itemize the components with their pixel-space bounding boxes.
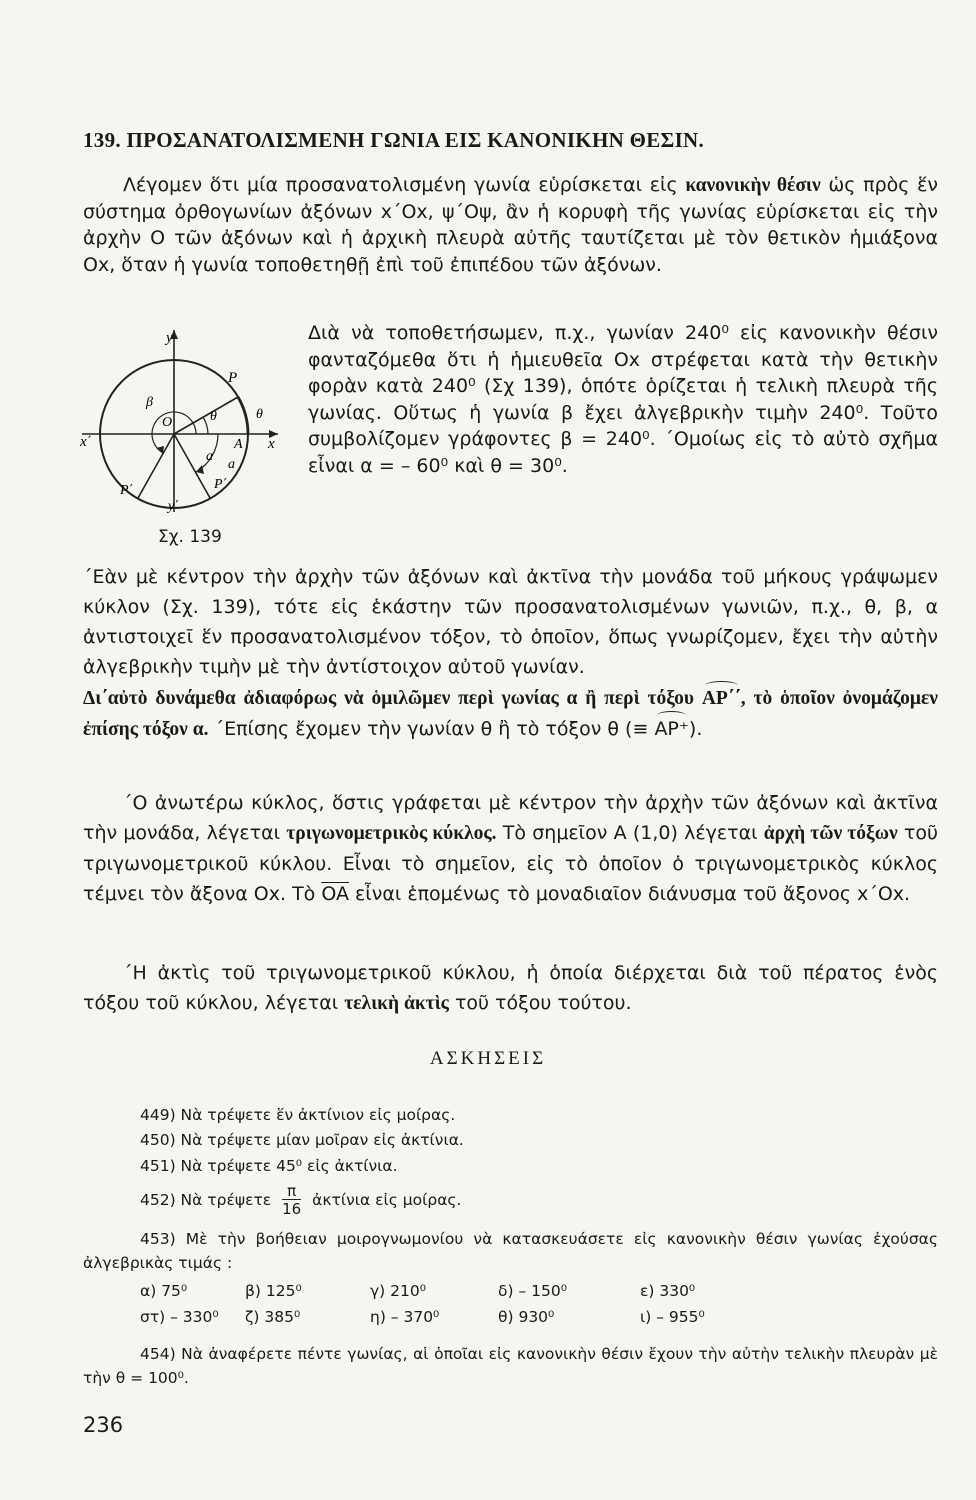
value-item: δ) – 150⁰ (498, 1282, 567, 1300)
text: 453) Μὲ τὴν βοήθειαν μοιρογνωμονίου νὰ κατασκευάσετε εἰς κανονικὴν θέσιν γωνίας ἐχούσας ἀλγεβρικὰς τιμάς : (83, 1230, 938, 1272)
value-item: θ) 930⁰ (498, 1308, 555, 1326)
term-trig-circle: τριγωνομετρικὸς κύκλος. (286, 823, 497, 844)
value-item: η) – 370⁰ (370, 1308, 440, 1326)
arc-ap: AP΄΄ (702, 684, 741, 714)
text: ). (688, 718, 703, 740)
label-y-prime: y΄ (168, 499, 179, 514)
fraction-pi-16 (282, 1184, 301, 1217)
text: τοῦ τόξου τούτου. (448, 992, 632, 1014)
arc-ap-plus: AP⁺ (654, 714, 688, 744)
text: ΄Επίσης ἔχομεν τὴν γωνίαν θ ἢ τὸ τόξον θ (≡ (208, 718, 655, 740)
page-number: 236 (83, 1413, 124, 1437)
text: εἶναι ἑπομένως τὸ μοναδιαῖον διάνυσμα τοῦ ἄξονος x΄Ox. (348, 883, 911, 905)
label-beta: β (146, 395, 153, 410)
label-x: x (268, 436, 275, 452)
value-item: ε) 330⁰ (640, 1282, 696, 1300)
arc-theta (203, 417, 208, 434)
arc-alpha-arrow-icon (196, 465, 204, 474)
text: ΄Ο ἀνωτέρω κύκλος, ὅστις γράφεται μὲ κέντρον τὴν ἀρχὴν τῶν ἀξόνων καὶ ἀκτῖνα τὴν μονάδα, λέγεται (83, 792, 938, 844)
paragraph-arcs (83, 684, 938, 745)
paragraph-terminal-ray (83, 958, 938, 1019)
paragraph-example: Διὰ νὰ τοποθετήσωμεν, π.χ., γωνίαν 240⁰ εἰς κανονικὴν θέσιν φανταζόμεθα ὅτι ἡ ἡμιευθεῖα Ox στρέφεται κατὰ τὴν θετικὴν φορὰν κατὰ 240⁰ (Σχ 139), ὁπότε ὁρίζεται ἡ τελικὴ πλευρὰ τῆς γωνίας. Οὕτως ἡ γωνία β ἔχει ἀλγεβρικὴν τιμὴν 240⁰. Τοῦτο συμβολίζομεν γράφοντες β = 240⁰. ΄Ομοίως εἰς τὸ αὐτὸ σχῆμα εἶναι α = – 60⁰ καὶ θ = 30⁰. (308, 322, 938, 477)
value-item: ζ) 385⁰ (245, 1308, 301, 1326)
figure-139 (78, 322, 300, 522)
values-row-2 (140, 1308, 940, 1330)
paragraph-definition (83, 172, 938, 278)
text: ὡς πρὸς ἕν σύστημα ὀρθογωνίων ἀξόνων x΄Ox, ψ΄Oψ, ἂν ἡ κορυφὴ τῆς γωνίας εὑρίσκεται εἰς τὴν ἀρχὴν O τῶν ἀξόνων καὶ ἡ ἀρχικὴ πλευρὰ αὐτῆς ταυτίζεται μὲ τὸν θετικὸν ἡμιάξονα Ox, ὅταν ἡ γωνία τοποθετηθῇ ἐπὶ τοῦ ἐπιπέδου τῶν ἀξόνων. (83, 174, 938, 276)
paragraph-trig-circle (83, 788, 938, 909)
term-canonical-position: κανονικὴν θέσιν (685, 175, 821, 196)
text: ΄Εὰν μὲ κέντρον τὴν ἀρχὴν τῶν ἀξόνων καὶ ἀκτῖνα τὴν μονάδα τοῦ μήκους γράψωμεν κύκλον (Σχ. 139), τότε εἰς ἑκάστην τῶν προσανατολισμένων γωνιῶν, π.χ., θ, β, α ἀντιστοιχεῖ ἕν προσανατολισμένον τόξον, τὸ ὁποῖον, ὅπως γνωρίζομεν, ἔχει τὴν αὐτὴν ἀλγεβρικὴν τιμὴν μὲ τὴν ἀντίστοιχον αὐτοῦ γωνίαν. (83, 566, 938, 678)
arc-theta-outer (238, 397, 248, 434)
text: ΄Η ἀκτὶς τοῦ τριγωνομετρικοῦ κύκλου, ἡ ὁποία διέρχεται διὰ τοῦ πέρατος ἑνὸς τόξου τοῦ κύκλου, λέγεται (83, 962, 938, 1014)
arc-beta-arrow-icon (156, 446, 164, 453)
value-item: ι) – 955⁰ (640, 1308, 705, 1326)
text: Δι΄αὐτὸ δυνάμεθα ἀδιαφόρως νὰ ὁμιλῶμεν περὶ γωνίας α ἢ περὶ τόξου (83, 688, 702, 709)
text: , τὸ ὁποῖον ὀνομάζομεν ἐπίσης τόξον α. (83, 688, 938, 740)
terminal-side-p (174, 397, 238, 434)
label-theta: θ (210, 409, 217, 424)
vector-oa: $\overline{OA}$ (321, 883, 349, 905)
text: Τὸ σημεῖον A (1,0) λέγεται (496, 822, 764, 844)
figure-caption: Σχ. 139 (158, 527, 222, 547)
label-x-prime: x΄ (80, 434, 92, 450)
text: 454) Νὰ ἀναφέρετε πέντε γωνίας, αἱ ὁποῖαι εἰς κανονικὴν θέσιν ἔχουν τὴν αὐτὴν τελικὴν πλευρὰν μὲ τὴν θ = 100⁰. (83, 1345, 938, 1387)
value-item: γ) 210⁰ (370, 1282, 426, 1300)
label-alpha-outer: a (228, 457, 235, 472)
values-row-1 (140, 1282, 940, 1304)
label-alpha: a (206, 449, 213, 464)
numerator: π (287, 1182, 297, 1200)
term-terminal-ray: τελικὴ ἀκτὶς (344, 993, 449, 1014)
label-y: y (166, 330, 173, 346)
label-p: P (228, 370, 238, 386)
text: ἀκτίνια εἰς μοίρας. (312, 1191, 462, 1209)
text: τοῦ τριγωνομετρικοῦ κύκλου. Εἶναι τὸ σημεῖον, εἰς τὸ ὁποῖον ὁ τριγωνομετρικὸς κύκλος τέμνει τὸν ἄξονα Ox. Τὸ (83, 822, 938, 905)
exercise-453 (83, 1227, 938, 1275)
value-item: α) 75⁰ (140, 1282, 188, 1300)
label-p-prime: P΄ (120, 483, 134, 498)
text: 452) Νὰ τρέψετε (140, 1191, 272, 1209)
label-a: A (234, 437, 243, 452)
exercise-454 (83, 1342, 938, 1390)
label-o: O (162, 415, 173, 430)
value-item: στ) – 330⁰ (140, 1308, 219, 1326)
exercise-452 (140, 1184, 461, 1217)
value-item: β) 125⁰ (245, 1282, 302, 1300)
label-theta-outer: θ (256, 407, 263, 422)
exercise-451: 451) Νὰ τρέψετε 45⁰ εἰς ἀκτίνια. (140, 1157, 398, 1175)
text: Λέγομεν ὅτι μία προσανατολισμένη γωνία εὑρίσκεται εἰς (123, 174, 686, 196)
paragraph-circle (83, 562, 938, 682)
term-arc-origin: ἀρχὴ τῶν τόξων (763, 823, 898, 844)
exercise-450: 450) Νὰ τρέψετε μίαν μοῖραν εἰς ἀκτίνια. (140, 1131, 464, 1149)
exercises-title: ΑΣΚΗΣΕΙΣ (429, 1048, 547, 1069)
exercise-449: 449) Νὰ τρέψετε ἕν ἀκτίνιον εἰς μοίρας. (140, 1106, 456, 1124)
terminal-side-p-prime (138, 434, 174, 498)
section-heading: 139. ΠΡΟΣΑΝΑΤΟΛΙΣΜΕΝΗ ΓΩΝΙΑ ΕΙΣ ΚΑΝΟΝΙΚΗΝ ΘΕΣΙΝ. (83, 128, 705, 152)
label-p-prime-right: P΄ (214, 477, 228, 492)
denominator: 16 (282, 1200, 302, 1218)
